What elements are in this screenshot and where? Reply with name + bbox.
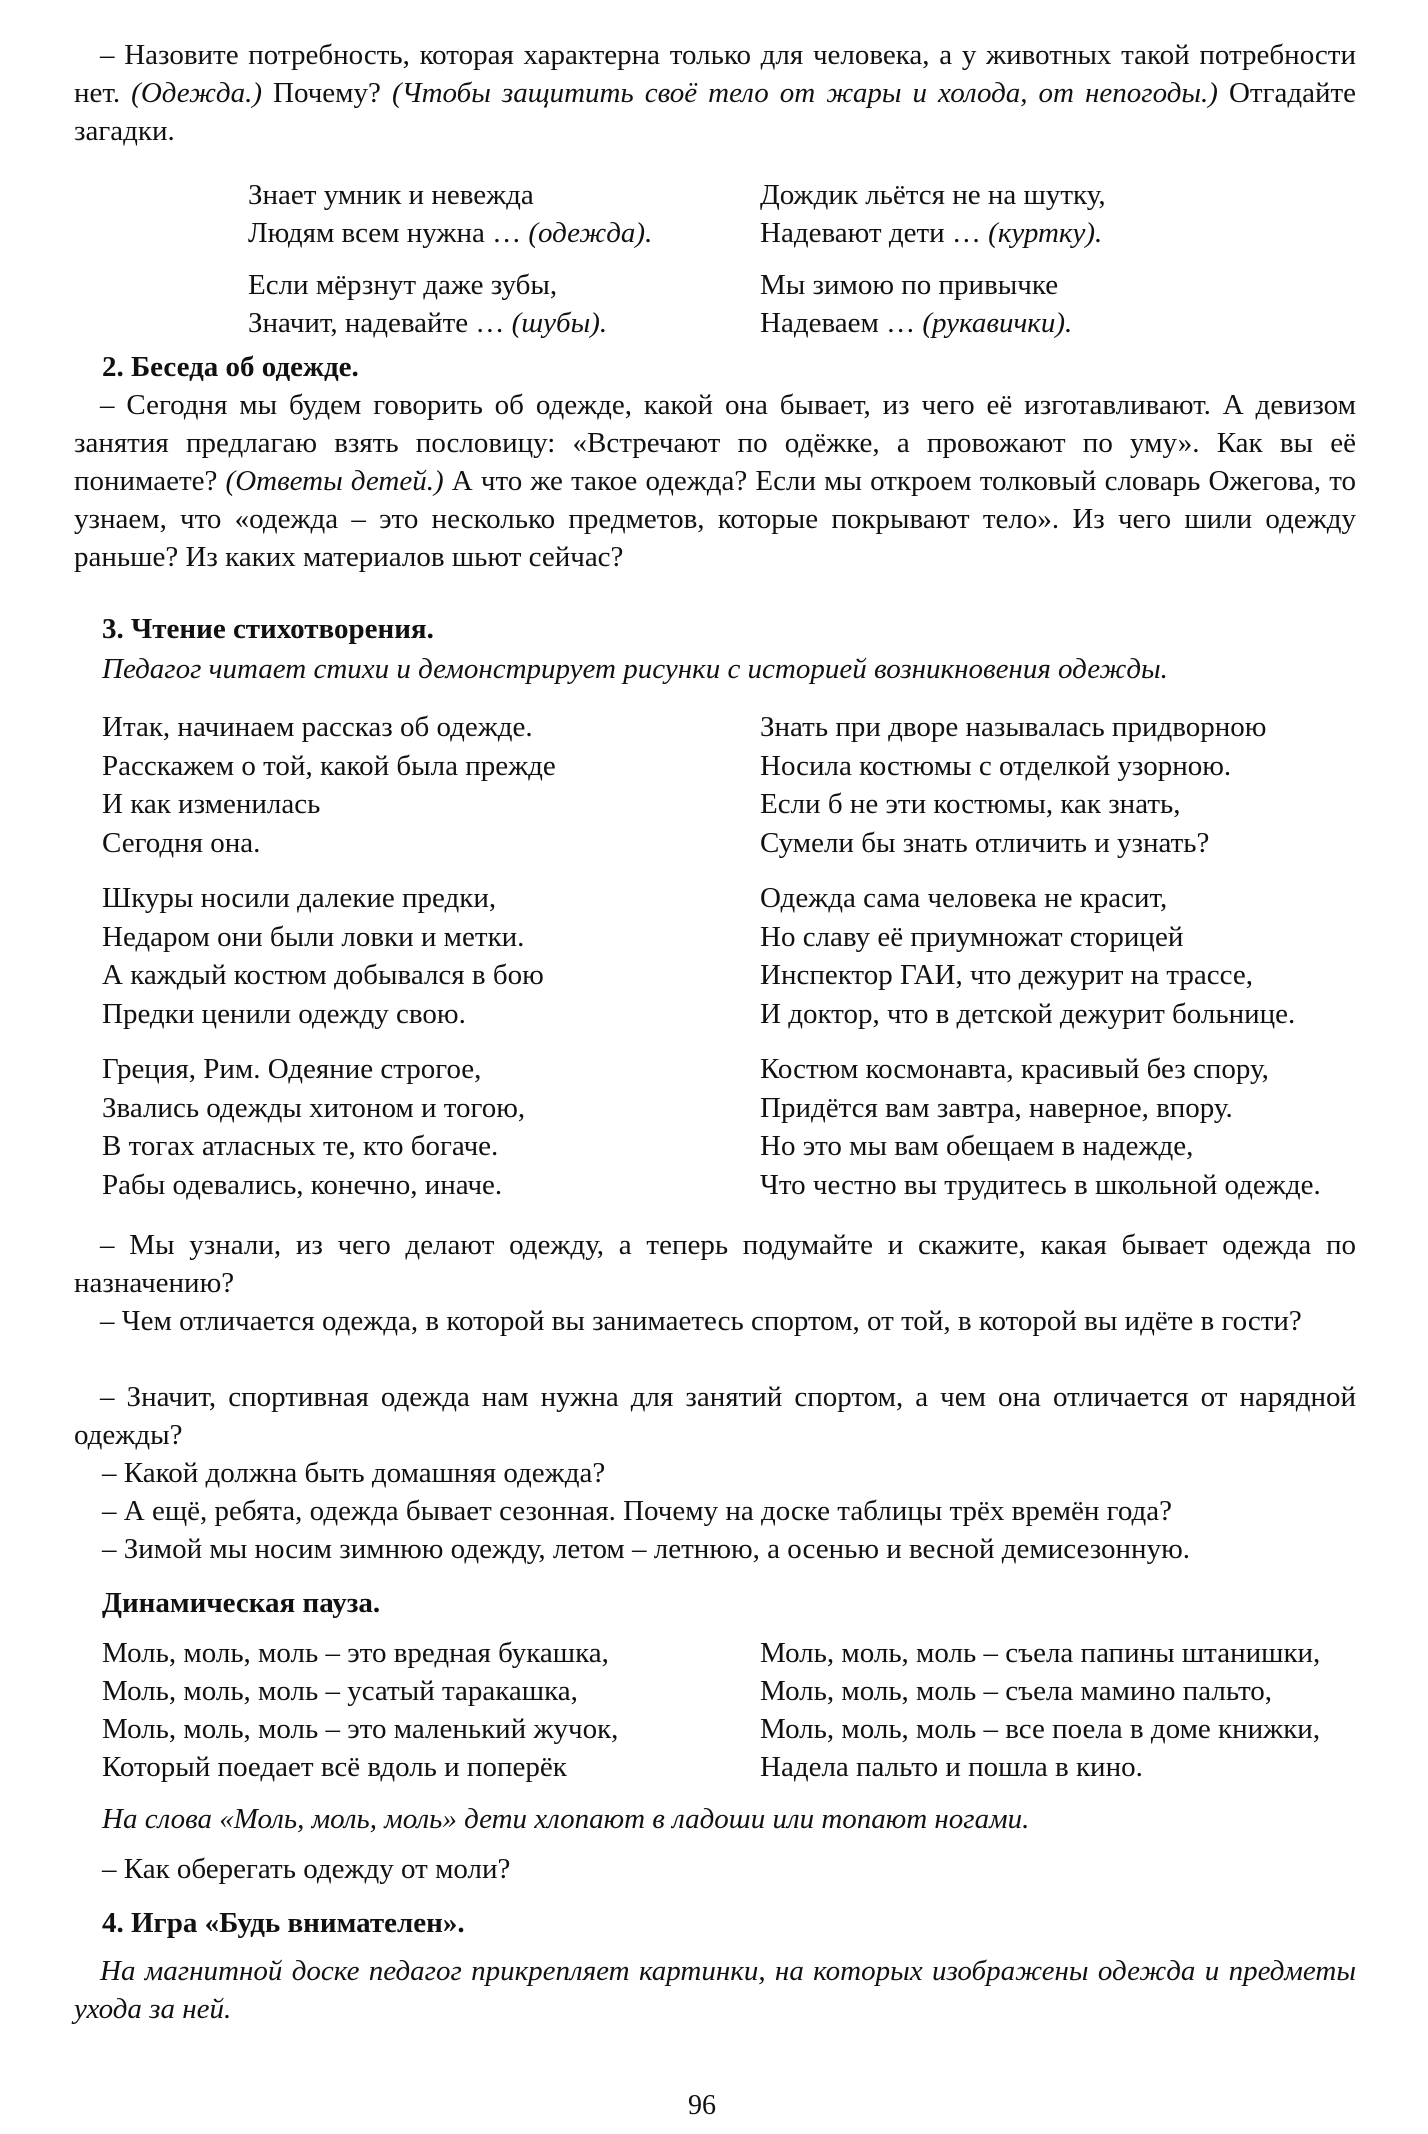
poem-line: Что честно вы трудитесь в школьной одежде. <box>760 1168 1321 1201</box>
poem-line: В тогах атласных те, кто богаче. <box>102 1130 499 1162</box>
riddle-line: Если мёрзнут даже зубы, <box>248 269 558 301</box>
riddle-line: Мы зимою по привычке <box>760 269 1059 301</box>
poem-line: Расскажем о той, какой была прежде <box>102 749 556 782</box>
dialogue-line: – Какой должна быть домашняя одежда? <box>102 1457 606 1489</box>
poem-line: Звались одежды хитоном и тогою, <box>102 1091 526 1124</box>
poem-line: Греция, Рим. Одеяние строгое, <box>102 1053 482 1085</box>
poem-line: Рабы одевались, конечно, иначе. <box>102 1168 503 1201</box>
poem-line: Предки ценили одежду свою. <box>102 997 466 1030</box>
poem-line: Но славу её приумножат сторицей <box>760 920 1184 953</box>
pause-line: Моль, моль, моль – это вредная букашка, <box>102 1637 609 1669</box>
pause-line: Моль, моль, моль – все поела в доме книжки, <box>760 1713 1321 1745</box>
poem-line: Костюм космонавта, красивый без спору, <box>760 1053 1269 1085</box>
poem-line: Придётся вам завтра, наверное, впору. <box>760 1091 1233 1124</box>
pause-right-column <box>760 1634 1320 1786</box>
poem-line: Шкуры носили далекие предки, <box>102 882 497 914</box>
intro-why: Почему? <box>262 77 392 109</box>
poem-line: Знать при дворе называлась придворною <box>760 711 1267 743</box>
poem-line: Носила костюмы с отделкой узорною. <box>760 749 1232 782</box>
riddle-line: Значит, надевайте … (шубы). <box>248 307 608 339</box>
riddles-left <box>248 176 652 342</box>
section-4-heading: 4. Игра «Будь внимателен». <box>102 1907 465 1939</box>
dialogue-line: – Зимой мы носим зимнюю одежду, летом – летнюю, а осенью и весной демисезонную. <box>102 1533 1190 1565</box>
riddle-line: Людям всем нужна … (одежда). <box>248 217 653 249</box>
section-2-heading: 2. Беседа об одежде. <box>102 351 359 383</box>
section-4-note: На магнитной доске педагог прикрепляет картинки, на которых изображены одежда и предметы ухода за ней. <box>74 1955 1356 2025</box>
pause-line: Моль, моль, моль – съела мамино пальто, <box>760 1675 1272 1707</box>
pause-line: Моль, моль, моль – это маленький жучок, <box>102 1713 619 1745</box>
intro-tail: Отгадайте загадки. <box>74 77 1357 147</box>
pause-heading: Динамическая пауза. <box>102 1587 381 1619</box>
riddle-line: Надевают дети … (куртку). <box>760 217 1103 249</box>
poem-line: Сегодня она. <box>102 826 261 859</box>
intro-question: – Назовите потребность, которая характерна только для человека, а у животных такой потребности нет. <box>74 39 1356 109</box>
page-number: 96 <box>688 2090 716 2121</box>
pause-line: Моль, моль, моль – съела папины штанишки, <box>760 1637 1321 1669</box>
dialogue-line: – Чем отличается одежда, в которой вы занимаетесь спортом, от той, в которой вы идёте в гости? <box>100 1305 1302 1337</box>
poem-line: Итак, начинаем рассказ об одежде. <box>102 711 533 743</box>
riddle-line: Надеваем … (рукавички). <box>760 307 1073 339</box>
intro-answer-1: (Одежда.) <box>131 77 262 109</box>
poem-line: А каждый костюм добывался в бою <box>102 959 544 991</box>
riddle-line: Знает умник и невежда <box>248 179 534 211</box>
poem-line: Одежда сама человека не красит, <box>760 882 1168 914</box>
dialogue-line: – А ещё, ребята, одежда бывает сезонная. Почему на доске таблицы трёх времён года? <box>102 1495 1173 1527</box>
poem-line: Сумели бы знать отличить и узнать? <box>760 826 1210 859</box>
poem-line: Если б не эти костюмы, как знать, <box>760 788 1181 820</box>
pause-note: На слова «Моль, моль, моль» дети хлопают в ладоши или топают ногами. <box>102 1803 1030 1835</box>
riddles-right <box>760 176 1106 342</box>
dialogue-line: – Значит, спортивная одежда нам нужна для занятий спортом, а чем она отличается от нарядной одежды? <box>74 1381 1356 1451</box>
poem-left-column <box>102 708 556 1204</box>
pause-left-column <box>102 1634 618 1786</box>
poem-right-column <box>760 708 1321 1204</box>
section-2-text: – Сегодня мы будем говорить об одежде, какой она бывает, из чего её изготавливают. А девизом занятия предлагаю взять пословицу: «Встречают по одёжке, а провожают по уму». Как вы её понимаете? (Ответы детей.) А что же такое одежда? Если мы откроем толковый словарь Ожегова, то узнаем, что «одежда – это несколько предметов, которые покрывают тело». Из чего шили одежду раньше? Из каких материалов шьют сейчас? <box>74 389 1356 573</box>
poem-line: Недаром они были ловки и метки. <box>102 920 525 953</box>
poem-line: Но это мы вам обещаем в надежде, <box>760 1130 1194 1162</box>
intro-paragraph <box>74 36 1356 150</box>
intro-answer-2: (Чтобы защитить своё тело от жары и холода, от непогоды.) <box>391 77 1218 109</box>
pause-line: Который поедает всё вдоль и поперёк <box>102 1751 567 1783</box>
pause-line: Моль, моль, моль – усатый таракашка, <box>102 1675 578 1707</box>
poem-line: И доктор, что в детской дежурит больнице. <box>760 997 1296 1030</box>
pause-question: – Как оберегать одежду от моли? <box>102 1853 511 1885</box>
pause-line: Надела пальто и пошла в кино. <box>760 1751 1143 1783</box>
dialogue-line: – Мы узнали, из чего делают одежду, а теперь подумайте и скажите, какая бывает одежда по назначению? <box>74 1229 1356 1299</box>
poem-line: И как изменилась <box>102 788 321 820</box>
section-3-note: Педагог читает стихи и демонстрирует рисунки с историей возникновения одежды. <box>102 653 1168 685</box>
poem-line: Инспектор ГАИ, что дежурит на трассе, <box>760 959 1253 991</box>
riddle-line: Дождик льётся не на шутку, <box>760 179 1106 211</box>
section-3-heading: 3. Чтение стихотворения. <box>102 613 434 645</box>
